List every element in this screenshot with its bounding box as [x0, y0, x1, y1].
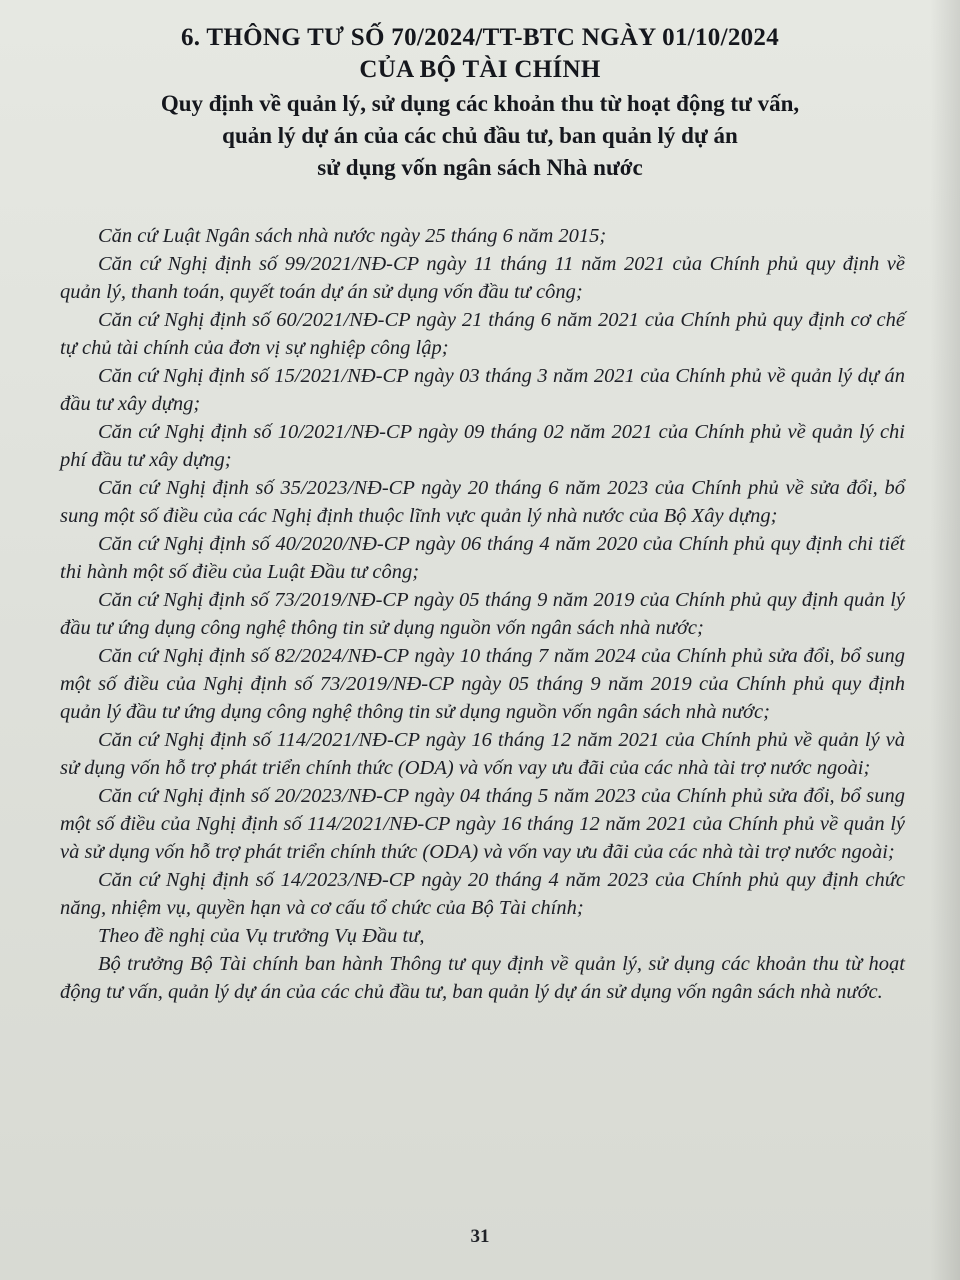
preamble-paragraph: Căn cứ Nghị định số 60/2021/NĐ-CP ngày 21 tháng 6 năm 2021 của Chính phủ quy định cơ chế tự chủ tài chính của đơn vị sự nghiệp công lập;	[60, 309, 905, 359]
subtitle	[70, 88, 890, 184]
preamble-body	[60, 222, 905, 1006]
preamble-paragraph: Căn cứ Nghị định số 14/2023/NĐ-CP ngày 20 tháng 4 năm 2023 của Chính phủ quy định chức năng, nhiệm vụ, quyền hạn và cơ cấu tổ chức của Bộ Tài chính;	[60, 869, 905, 919]
subtitle-line-1: Quy định về quản lý, sử dụng các khoản thu từ hoạt động tư vấn,	[160, 91, 800, 116]
title-line-1: 6. THÔNG TƯ SỐ 70/2024/TT-BTC NGÀY 01/10/2024	[180, 24, 780, 51]
preamble-paragraph: Căn cứ Nghị định số 15/2021/NĐ-CP ngày 03 tháng 3 năm 2021 của Chính phủ về quản lý dự án đầu tư xây dựng;	[60, 365, 905, 415]
preamble-paragraph: Căn cứ Nghị định số 114/2021/NĐ-CP ngày 16 tháng 12 năm 2021 của Chính phủ về quản lý và sử dụng vốn hỗ trợ phát triển chính thức (ODA) và vốn vay ưu đãi của các nhà tài trợ nước ngoài;	[60, 729, 905, 779]
preamble-paragraph: Căn cứ Nghị định số 99/2021/NĐ-CP ngày 11 tháng 11 năm 2021 của Chính phủ quy định về quản lý, thanh toán, quyết toán dự án sử dụng vốn đầu tư công;	[60, 253, 905, 303]
preamble-paragraph: Căn cứ Nghị định số 20/2023/NĐ-CP ngày 04 tháng 5 năm 2023 của Chính phủ sửa đổi, bổ sung một số điều của Nghị định số 114/2021/NĐ-CP ngày 16 tháng 12 năm 2021 của Chính phủ về quản lý và sử dụng vốn hỗ trợ phát triển chính thức (ODA) và vốn vay ưu đãi của các nhà tài trợ nước ngoài;	[60, 785, 905, 863]
preamble-paragraph: Căn cứ Nghị định số 82/2024/NĐ-CP ngày 10 tháng 7 năm 2024 của Chính phủ sửa đổi, bổ sung một số điều của Nghị định số 73/2019/NĐ-CP ngày 05 tháng 9 năm 2019 của Chính phủ quy định quản lý đầu tư ứng dụng công nghệ thông tin sử dụng nguồn vốn ngân sách nhà nước;	[60, 645, 905, 723]
preamble-paragraph: Căn cứ Nghị định số 10/2021/NĐ-CP ngày 09 tháng 02 năm 2021 của Chính phủ về quản lý chi phí đầu tư xây dựng;	[60, 421, 905, 471]
document-header	[70, 22, 890, 184]
preamble-paragraph: Căn cứ Nghị định số 73/2019/NĐ-CP ngày 05 tháng 9 năm 2019 của Chính phủ quy định quản lý đầu tư ứng dụng công nghệ thông tin sử dụng nguồn vốn ngân sách nhà nước;	[60, 589, 905, 639]
subtitle-line-2: quản lý dự án của các chủ đầu tư, ban quản lý dự án	[222, 123, 738, 148]
preamble-paragraph: Căn cứ Luật Ngân sách nhà nước ngày 25 tháng 6 năm 2015;	[98, 225, 607, 247]
title-line-2: CỦA BỘ TÀI CHÍNH	[359, 56, 601, 83]
preamble-paragraph: Căn cứ Nghị định số 35/2023/NĐ-CP ngày 20 tháng 6 năm 2023 của Chính phủ về sửa đổi, bổ sung một số điều của các Nghị định thuộc lĩnh vực quản lý nhà nước của Bộ Xây dựng;	[60, 477, 905, 527]
preamble-paragraph: Căn cứ Nghị định số 40/2020/NĐ-CP ngày 06 tháng 4 năm 2020 của Chính phủ quy định chi tiết thi hành một số điều của Luật Đầu tư công;	[60, 533, 905, 583]
page-number: 31	[470, 1226, 490, 1247]
preamble-paragraph: Bộ trưởng Bộ Tài chính ban hành Thông tư quy định về quản lý, sử dụng các khoản thu từ hoạt động tư vấn, quản lý dự án của các chủ đầu tư, ban quản lý dự án sử dụng vốn ngân sách nhà nước.	[60, 953, 905, 1003]
preamble-paragraph: Theo đề nghị của Vụ trưởng Vụ Đầu tư,	[98, 925, 425, 947]
subtitle-line-3: sử dụng vốn ngân sách Nhà nước	[317, 155, 643, 180]
